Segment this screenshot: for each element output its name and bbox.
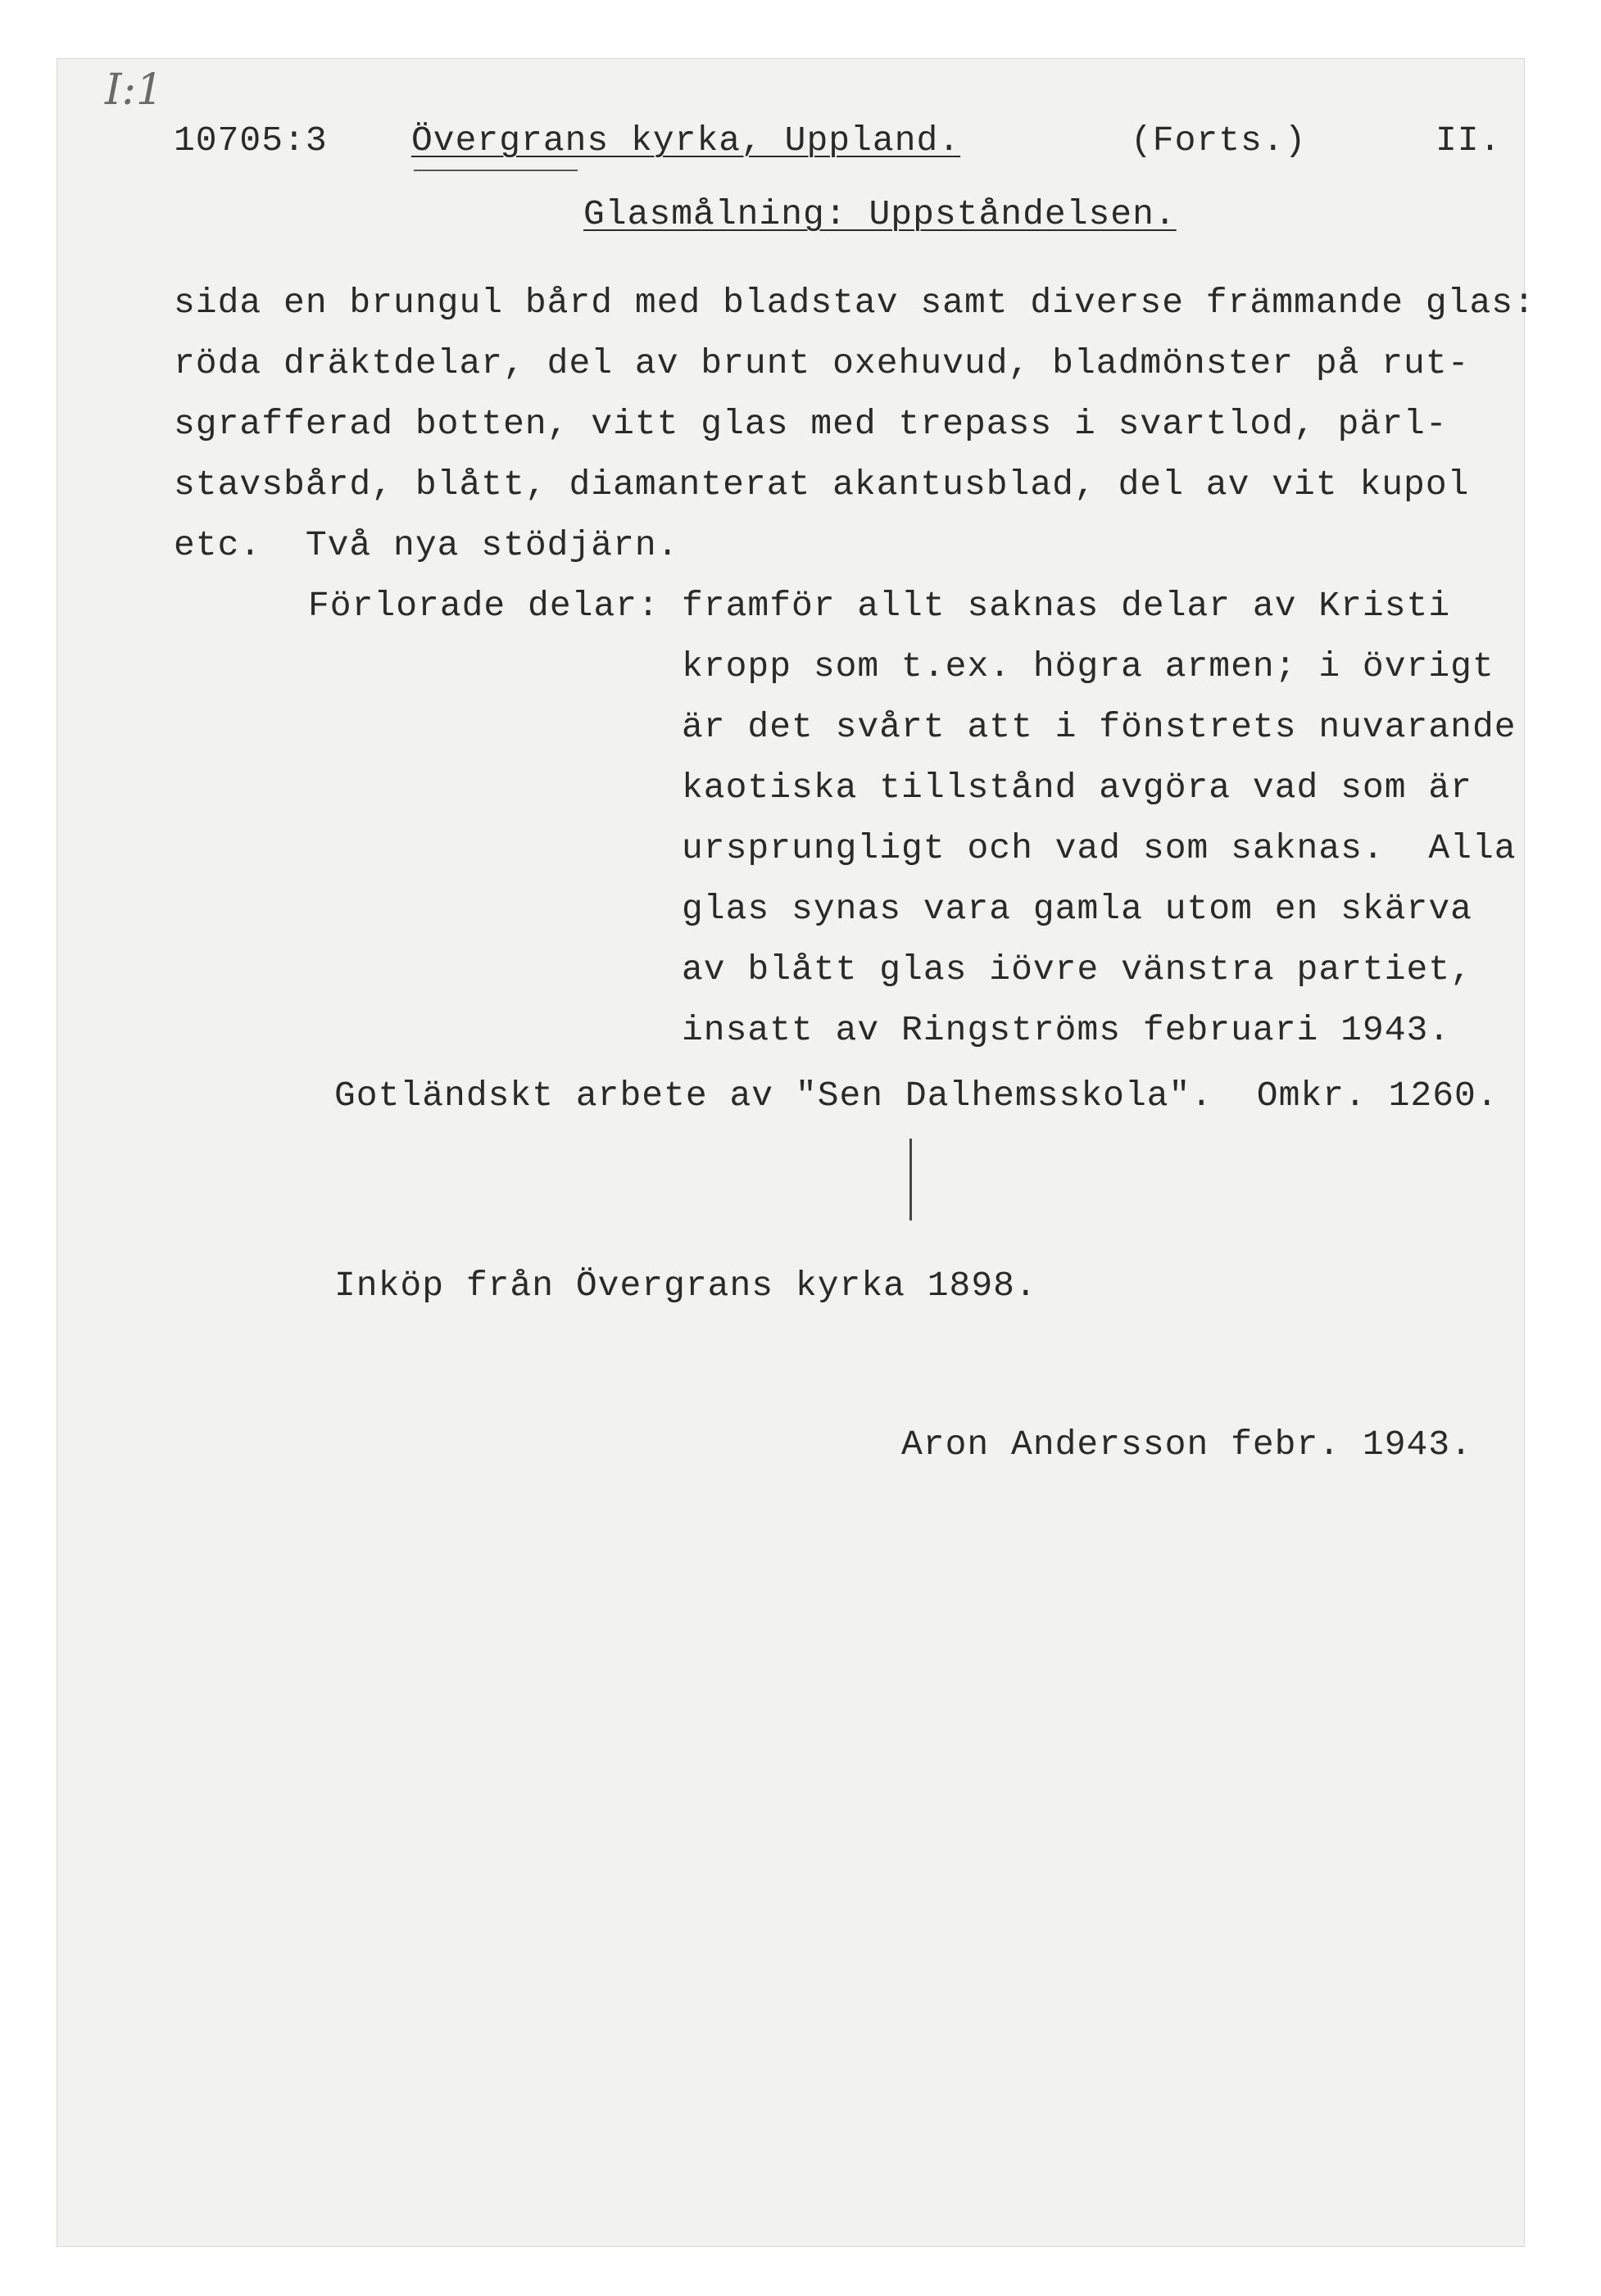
body-line: etc. Två nya stödjärn.	[174, 525, 679, 565]
lost-parts-line: kropp som t.ex. högra armen; i övrigt	[682, 646, 1494, 686]
underline-mark	[414, 170, 578, 171]
lost-parts-line: glas synas vara gamla utom en skärva	[682, 889, 1472, 929]
lost-parts-line: av blått glas iövre vänstra partiet,	[682, 949, 1472, 989]
lost-parts-line: insatt av Ringströms februari 1943.	[682, 1010, 1451, 1050]
attribution: Gotländskt arbete av "Sen Dalhemsskola". Omkr. 1260.	[334, 1076, 1499, 1116]
lost-parts-line: är det svårt att i fönstrets nuvarande	[682, 707, 1517, 747]
subtitle: Glasmålning: Uppståndelsen.	[583, 194, 1177, 234]
body-line: röda dräktdelar, del av brunt oxehuvud, bladmönster på rut-	[174, 343, 1470, 383]
body-line: stavsbård, blått, diamanterat akantusblad, del av vit kupol	[174, 464, 1470, 505]
page-number: II.	[1435, 120, 1502, 161]
provenance: Inköp från Övergrans kyrka 1898.	[334, 1266, 1037, 1306]
card-title: Övergrans kyrka, Uppland.	[411, 120, 961, 161]
lost-parts-line: framför allt saknas delar av Kristi	[682, 586, 1451, 626]
lost-parts-label: Förlorade delar:	[308, 586, 660, 626]
lost-parts-line: ursprungligt och vad som saknas. Alla	[682, 828, 1517, 868]
signature: Aron Andersson febr. 1943.	[901, 1424, 1472, 1465]
handwritten-mark: I:1	[105, 66, 164, 115]
continuation-label: (Forts.)	[1131, 120, 1307, 161]
pencil-mark	[909, 1139, 912, 1220]
catalog-number: 10705:3	[174, 120, 328, 161]
body-line: sgrafferad botten, vitt glas med trepass i svartlod, pärl-	[174, 404, 1448, 444]
lost-parts-line: kaotiska tillstånd avgöra vad som är	[682, 768, 1472, 808]
body-line: sida en brungul bård med bladstav samt diverse främmande glas:	[174, 283, 1535, 323]
catalog-card	[57, 59, 1524, 2246]
